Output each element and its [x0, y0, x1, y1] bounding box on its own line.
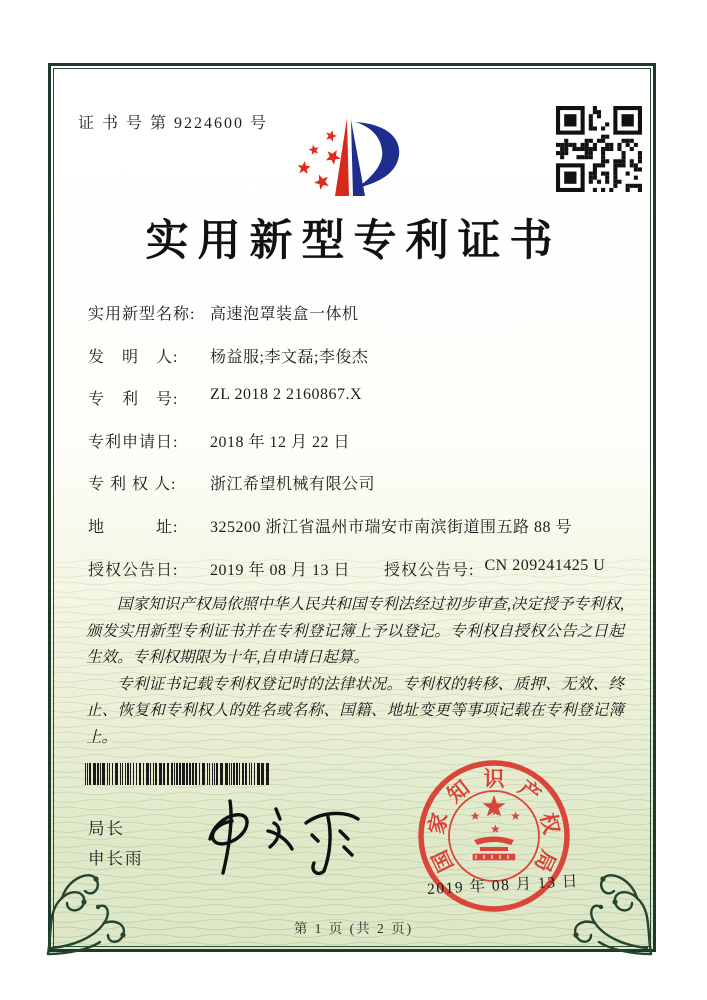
- field-value: 2018 年 12 月 22 日: [210, 433, 351, 451]
- field-label: 专 利 权 人:: [88, 476, 177, 494]
- field-label: 专 利 号:: [88, 391, 179, 409]
- field-row-3: [88, 429, 628, 472]
- signer-name: 申长雨: [88, 849, 144, 868]
- legal-paragraph-0: 国家知识产权局依照中华人民共和国专利法经过初步审查,决定授予专利权,颁发实用新型专利证书并在专利登记簿上予以登记。专利权自授权公告之日起生效。专利权期限为十年,自申请日起算。: [86, 596, 624, 666]
- certificate-title: 实用新型专利证书: [145, 218, 562, 265]
- signer-block: [88, 814, 144, 874]
- field-value: 高速泡罩装盒一体机: [210, 306, 359, 323]
- legal-paragraph-1: 专利证书记载专利权登记时的法律状况。专利权的转移、质押、无效、终止、恢复和专利权人的姓名或名称、国籍、地址变更等事项记载在专利登记簿上。: [86, 675, 624, 746]
- qr-code: [556, 106, 642, 192]
- barcode: [85, 763, 275, 785]
- field-label: 实用新型名称:: [88, 306, 196, 323]
- director-signature-icon: [196, 793, 368, 881]
- field-label: 授权公告号:: [384, 561, 475, 579]
- seal-agency-char: 家: [424, 810, 453, 837]
- field-row-0: [88, 301, 628, 344]
- national-emblem: [471, 795, 520, 861]
- seal-agency-char: 识: [483, 767, 505, 791]
- field-value: ZL 2018 2 2160867.X: [210, 386, 363, 404]
- seal-agency-char: 知: [442, 775, 475, 808]
- certificate-number: 证 书 号 第 9224600 号: [78, 115, 269, 132]
- field-label: 专利申请日:: [88, 433, 179, 451]
- field-value: 杨益服;李文磊;李俊杰: [210, 348, 369, 366]
- field-row-4: [88, 471, 628, 514]
- legal-text: [86, 592, 624, 751]
- field-value: CN 209241425 U: [484, 556, 606, 574]
- seal-agency-char: 国: [427, 846, 459, 876]
- field-row-5: [88, 514, 628, 557]
- field-label: 授权公告日:: [88, 561, 179, 579]
- field-value: 2019 年 08 月 13 日: [210, 561, 351, 579]
- signer-title: 局长: [88, 819, 125, 838]
- field-list: [88, 301, 628, 599]
- field-value: 浙江希望机械有限公司: [210, 476, 376, 494]
- seal-agency-char: 局: [529, 846, 561, 876]
- field-row-2: [88, 386, 628, 429]
- page-number: 第 1 页 (共 2 页): [293, 921, 414, 936]
- field-label: 地 址:: [88, 518, 179, 536]
- seal-agency-char: 权: [535, 810, 564, 837]
- cnipa-logo-icon: [291, 102, 433, 204]
- field-row-1: [88, 344, 628, 387]
- seal-date: 2019 年 08 月 13 日: [426, 873, 580, 898]
- field-value: 325200 浙江省温州市瑞安市南滨街道围五路 88 号: [210, 518, 573, 536]
- seal-agency-char: 产: [513, 775, 546, 808]
- field-label: 发 明 人:: [88, 348, 179, 366]
